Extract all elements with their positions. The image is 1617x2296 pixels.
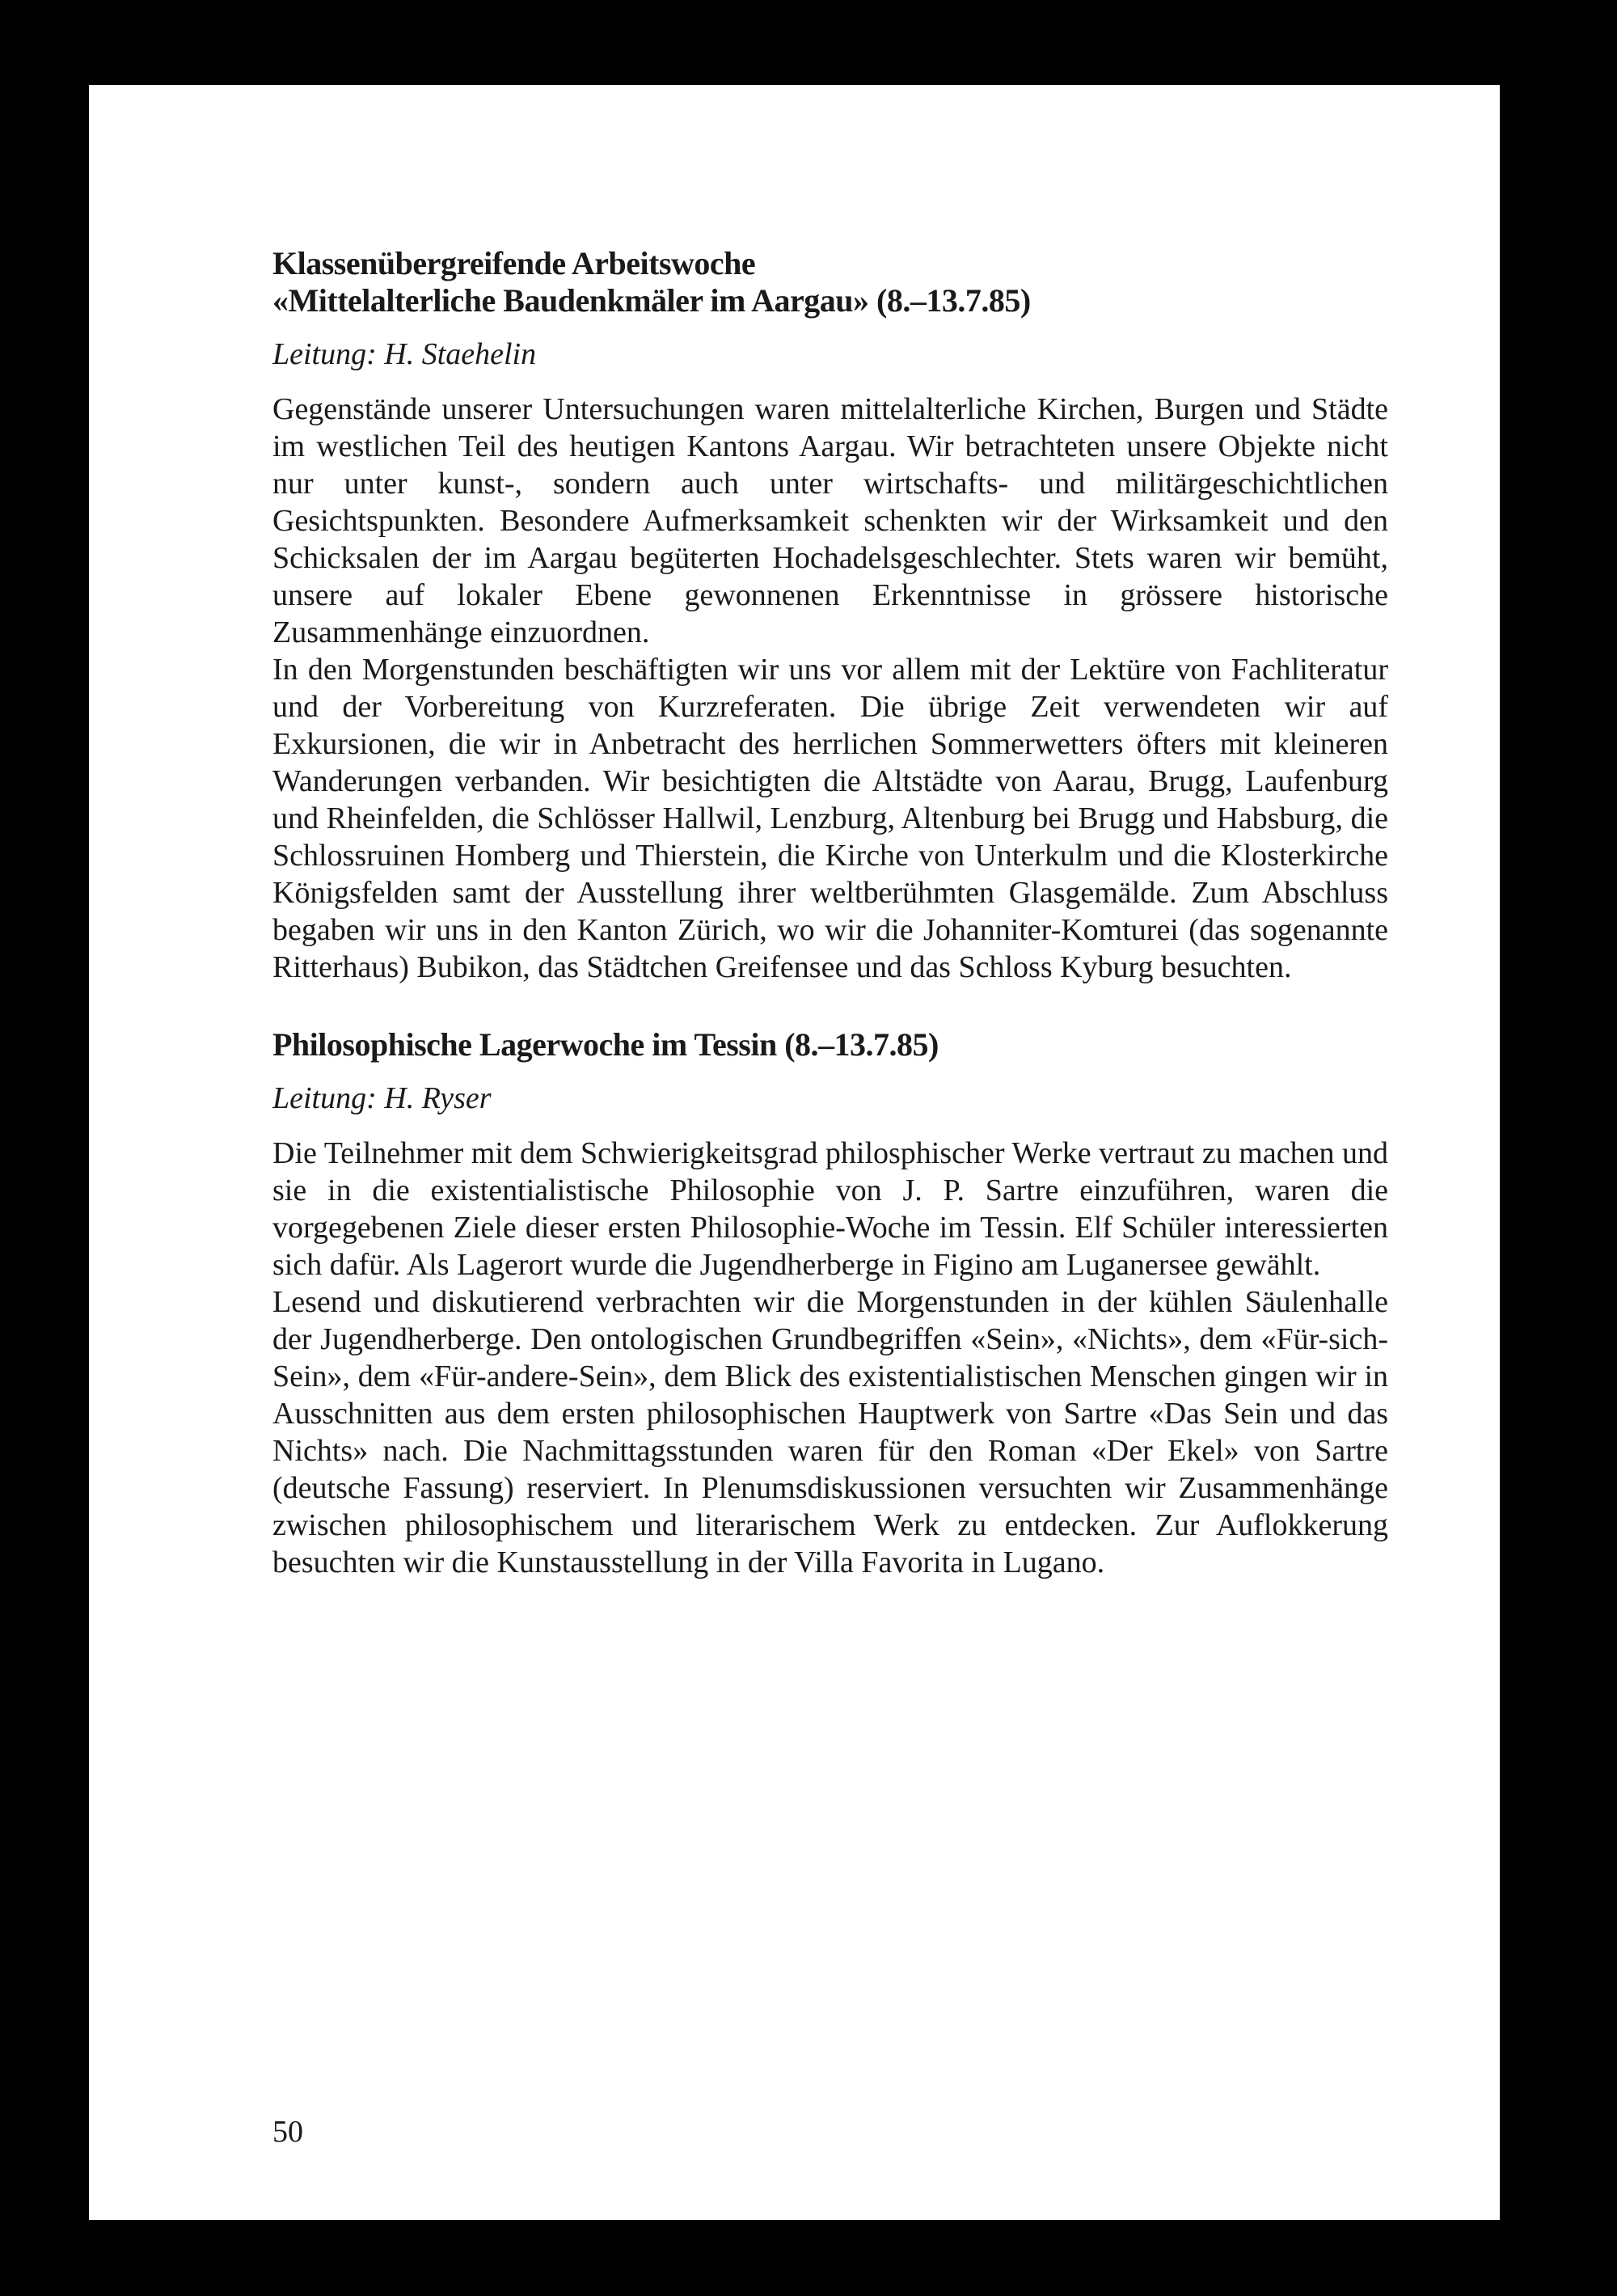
paragraph: Die Teilnehmer mit dem Schwierigkeitsgrad philosphischer Werke vertraut zu machen und sie in die existentialistische Philosophie von J. P. Sartre einzuführen, waren die vorgegebenen Ziele dieser ersten Philosophie-Woche im Tessin. Elf Schüler interessierten sich dafür. Als Lagerort wurde die Jugendherberge in Figino am Luganersee gewählt. (272, 1136, 1388, 1282)
heading-line: Philosophische Lagerwoche im Tessin (8.–13.7.85) (272, 1026, 939, 1063)
heading-line: «Mittelalterliche Baudenkmäler im Aargau» (8.–13.7.85) (272, 282, 1031, 319)
heading-line: Klassenübergreifende Arbeitswoche (272, 245, 756, 281)
paragraph: In den Morgenstunden beschäftigten wir uns vor allem mit der Lektüre von Fachliteratur und der Vorbereitung von Kurzreferaten. Die übrige Zeit verwendeten wir auf Exkursionen, die wir in Anbetracht des herrlichen Sommerwetters öfters mit kleineren Wanderungen verbanden. Wir besichtigten die Altstädte von Aarau, Brugg, Laufenburg und Rheinfelden, die Schlösser Hallwil, Lenzburg, Altenburg bei Brugg und Habsburg, die Schlossruinen Homberg und Thierstein, die Kirche von Unterkulm und die Klosterkirche Königsfelden samt der Ausstellung ihrer weltberühmten Glasgemälde. Zum Abschluss begaben wir uns in den Kanton Zürich, wo wir die Johanniter-Komturei (das sogenannte Ritterhaus) Bubikon, das Städtchen Greifensee und das Schloss Kyburg besuchten. (272, 653, 1388, 984)
paragraph: Gegenstände unserer Untersuchungen waren mittelalterliche Kirchen, Burgen und Städte im westlichen Teil des heutigen Kantons Aargau. Wir betrachteten unsere Objekte nicht nur unter kunst-, sondern auch unter wirtschafts- und militärgeschichtlichen Gesichtspunkten. Besondere Aufmerksamkeit schenkten wir der Wirksamkeit und den Schicksalen der im Aargau begüterten Hochadelsgeschlechter. Stets waren wir bemüht, unsere auf lokaler Ebene gewonnenen Erkenntnisse in grössere historische Zusammenhänge einzuordnen. (272, 392, 1388, 649)
paragraph: Lesend und diskutierend verbrachten wir die Morgenstunden in der kühlen Säulenhalle der Jugendherberge. Den ontologischen Grundbegriffen «Sein», «Nichts», dem «Für-sich-Sein», dem «Für-andere-Sein», dem Blick des existentialistischen Menschen gingen wir in Ausschnitten aus dem ersten philosophischen Hauptwerk von Sartre «Das Sein und das Nichts» nach. Die Nachmittagsstunden waren für den Roman «Der Ekel» von Sartre (deutsche Fassung) reserviert. In Plenumsdiskussionen versuchten wir Zusammenhänge zwischen philosophischem und literarischem Werk zu entdecken. Zur Auflokkerung besuchten wir die Kunstausstellung in der Villa Favorita in Lugano. (272, 1285, 1388, 1579)
page-content (272, 245, 1388, 1581)
section-leader: Leitung: H. Staehelin (272, 337, 537, 371)
document-page (89, 85, 1500, 2220)
section-heading (272, 245, 1388, 319)
section-arbeitswoche (272, 245, 1388, 986)
section-philosophie (272, 1026, 1388, 1581)
section-leader: Leitung: H. Ryser (272, 1081, 492, 1115)
page-number: 50 (272, 2115, 303, 2149)
section-heading (272, 1026, 1388, 1063)
